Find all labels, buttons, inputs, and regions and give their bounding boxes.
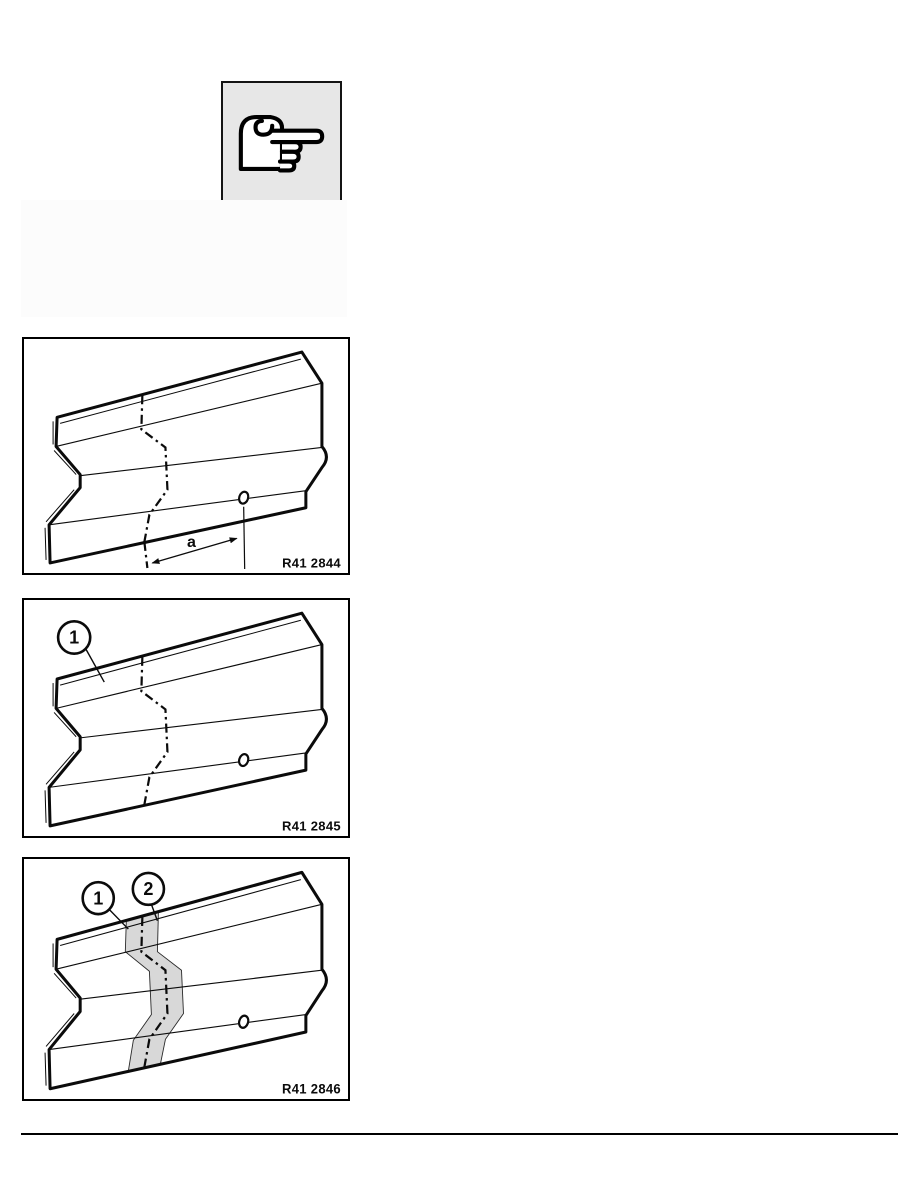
figure-r41-2844-drawing: [24, 339, 348, 573]
hand-index-finger: [272, 130, 322, 141]
figure-ref-label: R41 2846: [282, 1081, 341, 1097]
footer-divider: [21, 1133, 898, 1135]
cut-line-extension: [144, 542, 147, 568]
pointing-hand-icon: [233, 112, 331, 173]
callout-2-number: 2: [143, 877, 154, 900]
note-box: [221, 81, 342, 203]
callout-1-group: [83, 882, 129, 929]
hand-curled-finger-3: [280, 161, 294, 170]
scan-tint-block: [21, 200, 347, 317]
figure-r41-2845: [22, 598, 350, 838]
figure-ref-label: R41 2844: [282, 555, 341, 571]
figure-ref-label: R41 2845: [282, 818, 341, 834]
figure-r41-2844: [22, 337, 350, 575]
dimension-label: a: [187, 532, 196, 551]
figure-r41-2846: [22, 857, 350, 1101]
figure-r41-2846-drawing: [24, 859, 348, 1099]
callout-1-number: 1: [69, 627, 80, 648]
figure-r41-2845-drawing: [24, 600, 348, 836]
callout-1-number: 1: [93, 887, 104, 909]
